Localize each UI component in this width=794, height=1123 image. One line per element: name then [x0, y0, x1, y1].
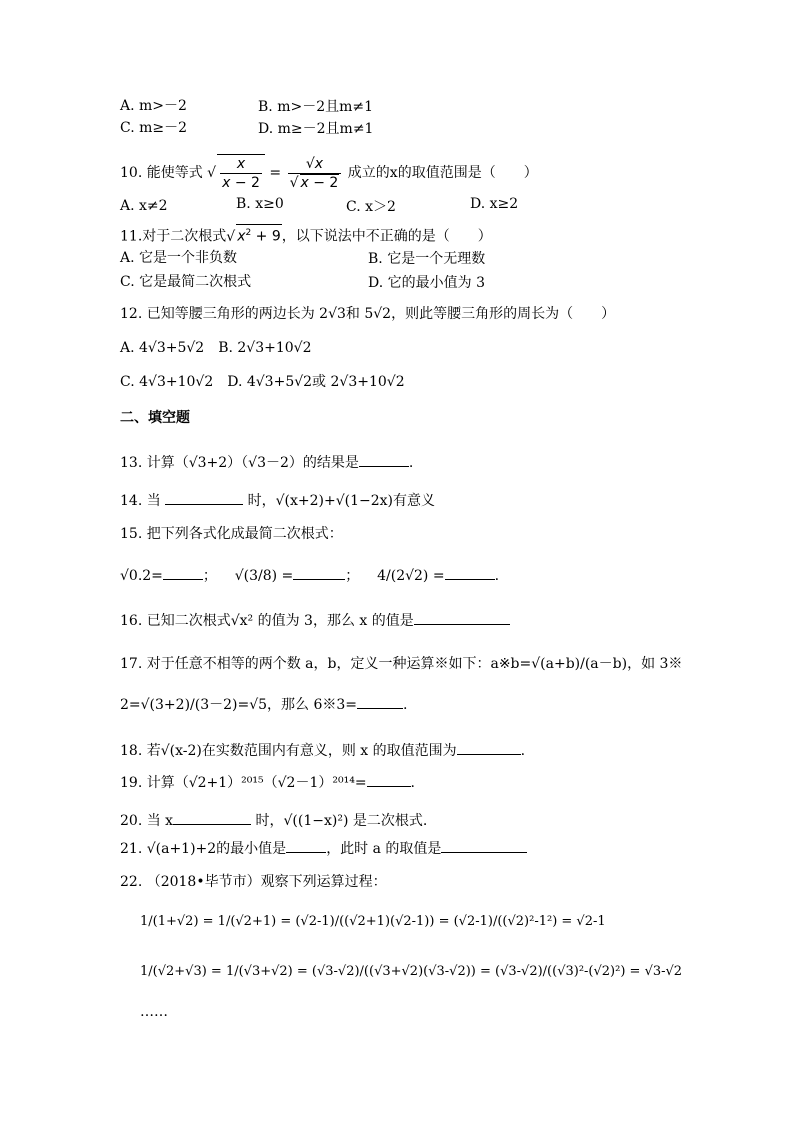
q20-suffix: 时，√((1−x)²) 是二次根式. — [255, 813, 428, 829]
q15-item-a: √0.2= — [120, 568, 163, 584]
q9-option-b: B. m>－2且m≠1 — [258, 99, 374, 115]
q19: 19. 计算（√2+1）²⁰¹⁵（√2－1）²⁰¹⁴= . — [120, 772, 415, 793]
q10-option-a: A. x≠2 — [120, 198, 168, 214]
q16 — [120, 610, 510, 631]
q10-stem — [120, 150, 538, 196]
q15-blank-a[interactable] — [163, 565, 203, 580]
q15-items: √0.2= ； √(3/8) = ； 4/(2√2) = . — [120, 556, 499, 596]
q15-blank-b[interactable] — [293, 565, 345, 580]
q17-line2-text: 2=√(3+2)/(3－2)=√5，那么 6※3= — [120, 697, 358, 713]
q10-equation: √ $\frac{x}{x - 2}$ = $\frac{√x}{√ x - 2}$ — [207, 165, 343, 181]
q11-option-c: C. 它是最简二次根式 — [120, 274, 252, 290]
q15-item-c: 4/(2√2) = — [377, 568, 445, 584]
q22-stem: 22. （2018•毕节市）观察下列运算过程： — [120, 874, 387, 890]
q10-option-d: D. x≥2 — [470, 196, 519, 212]
q16-text: 16. 已知二次根式√x² 的值为 3，那么 x 的值是 — [120, 613, 414, 629]
q22-equation-1: 1/(1+√2) = 1/(√2+1) = (√2-1)/((√2+1)(√2-1)) = (√2-1)/((√2)²-1²) = √2-1 — [140, 914, 606, 929]
q15-stem: 15. 把下列各式化成最简二次根式： — [120, 526, 343, 542]
q10-suffix: 成立的x的取值范围是（ ） — [347, 165, 538, 181]
q13-blank[interactable] — [359, 452, 409, 467]
q17-line2: 2=√(3+2)/(3－2)=√5，那么 6※3= . — [120, 694, 408, 715]
q9-option-d: D. m≥－2且m≠1 — [258, 121, 374, 137]
q11-stem: 11.对于二次根式√ $x^2 + 9$，以下说法中不正确的是（ ） — [120, 224, 492, 247]
q21-prefix: 21. √(a+1)+2的最小值是 — [120, 841, 287, 857]
q12-options-cd: C. 4√3+10√2 D. 4√3+5√2或 2√3+10√2 — [120, 374, 405, 390]
q16-blank[interactable] — [414, 610, 510, 625]
q13: 13. 计算（√3+2）（√3－2）的结果是 . — [120, 452, 413, 473]
section-heading-fill-in: 二、填空题 — [120, 410, 190, 426]
q18-blank[interactable] — [457, 740, 521, 755]
q21-suffix: ，此时 a 的取值是 — [326, 841, 442, 857]
q12-stem: 12. 已知等腰三角形的两边长为 2√3和 5√2，则此等腰三角形的周长为（ ） — [120, 306, 616, 322]
q20 — [120, 810, 427, 831]
q14-blank[interactable] — [165, 490, 243, 505]
q11-option-a: A. 它是一个非负数 — [120, 250, 238, 266]
q11-suffix: ，以下说法中不正确的是（ ） — [281, 228, 492, 245]
q14 — [120, 490, 435, 511]
q18: 18. 若√(x-2)在实数范围内有意义，则 x 的取值范围为 . — [120, 740, 525, 761]
q9-option-a: A. m>－2 — [120, 98, 187, 114]
q21-blank-1[interactable] — [286, 838, 326, 853]
q15-item-b: √(3/8) = — [234, 568, 294, 584]
q15-blank-c[interactable] — [445, 565, 495, 580]
q21 — [120, 838, 527, 859]
q11-option-d: D. 它的最小值为 3 — [368, 275, 485, 291]
q9-option-c: C. m≥－2 — [120, 120, 188, 136]
q10-option-b: B. x≥0 — [236, 196, 284, 212]
q19-text: 19. 计算（√2+1）²⁰¹⁵（√2－1）²⁰¹⁴= — [120, 775, 367, 791]
q11-prefix: 11.对于二次根式 — [120, 228, 227, 245]
q22-ellipsis: …… — [140, 1004, 168, 1020]
q10-option-c: C. x＞2 — [346, 199, 396, 215]
q22-equation-2: 1/(√2+√3) = 1/(√3+√2) = (√3-√2)/((√3+√2)(√3-√2)) = (√3-√2)/((√3)²-(√2)²) = √3-√2 — [140, 964, 683, 979]
q11-option-b: B. 它是一个无理数 — [368, 251, 486, 267]
q10-prefix: 10. 能使等式 — [120, 165, 203, 181]
q19-blank[interactable] — [367, 772, 411, 787]
q20-prefix: 20. 当 x — [120, 813, 174, 829]
q13-text: 13. 计算（√3+2）（√3－2）的结果是 — [120, 455, 359, 471]
q14-suffix: 时，√(x+2)+√(1−2x)有意义 — [247, 493, 436, 509]
q17-line1: 17. 对于任意不相等的两个数 a，b，定义一种运算※如下：a※b=√(a+b)/(a－b)，如 3※ — [120, 656, 683, 672]
q14-prefix: 14. 当 — [120, 493, 161, 509]
q18-text: 18. 若√(x-2)在实数范围内有意义，则 x 的取值范围为 — [120, 743, 457, 759]
q20-blank[interactable] — [173, 810, 251, 825]
q21-blank-2[interactable] — [441, 838, 527, 853]
q17-blank[interactable] — [357, 694, 403, 709]
q12-options-ab: A. 4√3+5√2 B. 2√3+10√2 — [120, 340, 312, 356]
